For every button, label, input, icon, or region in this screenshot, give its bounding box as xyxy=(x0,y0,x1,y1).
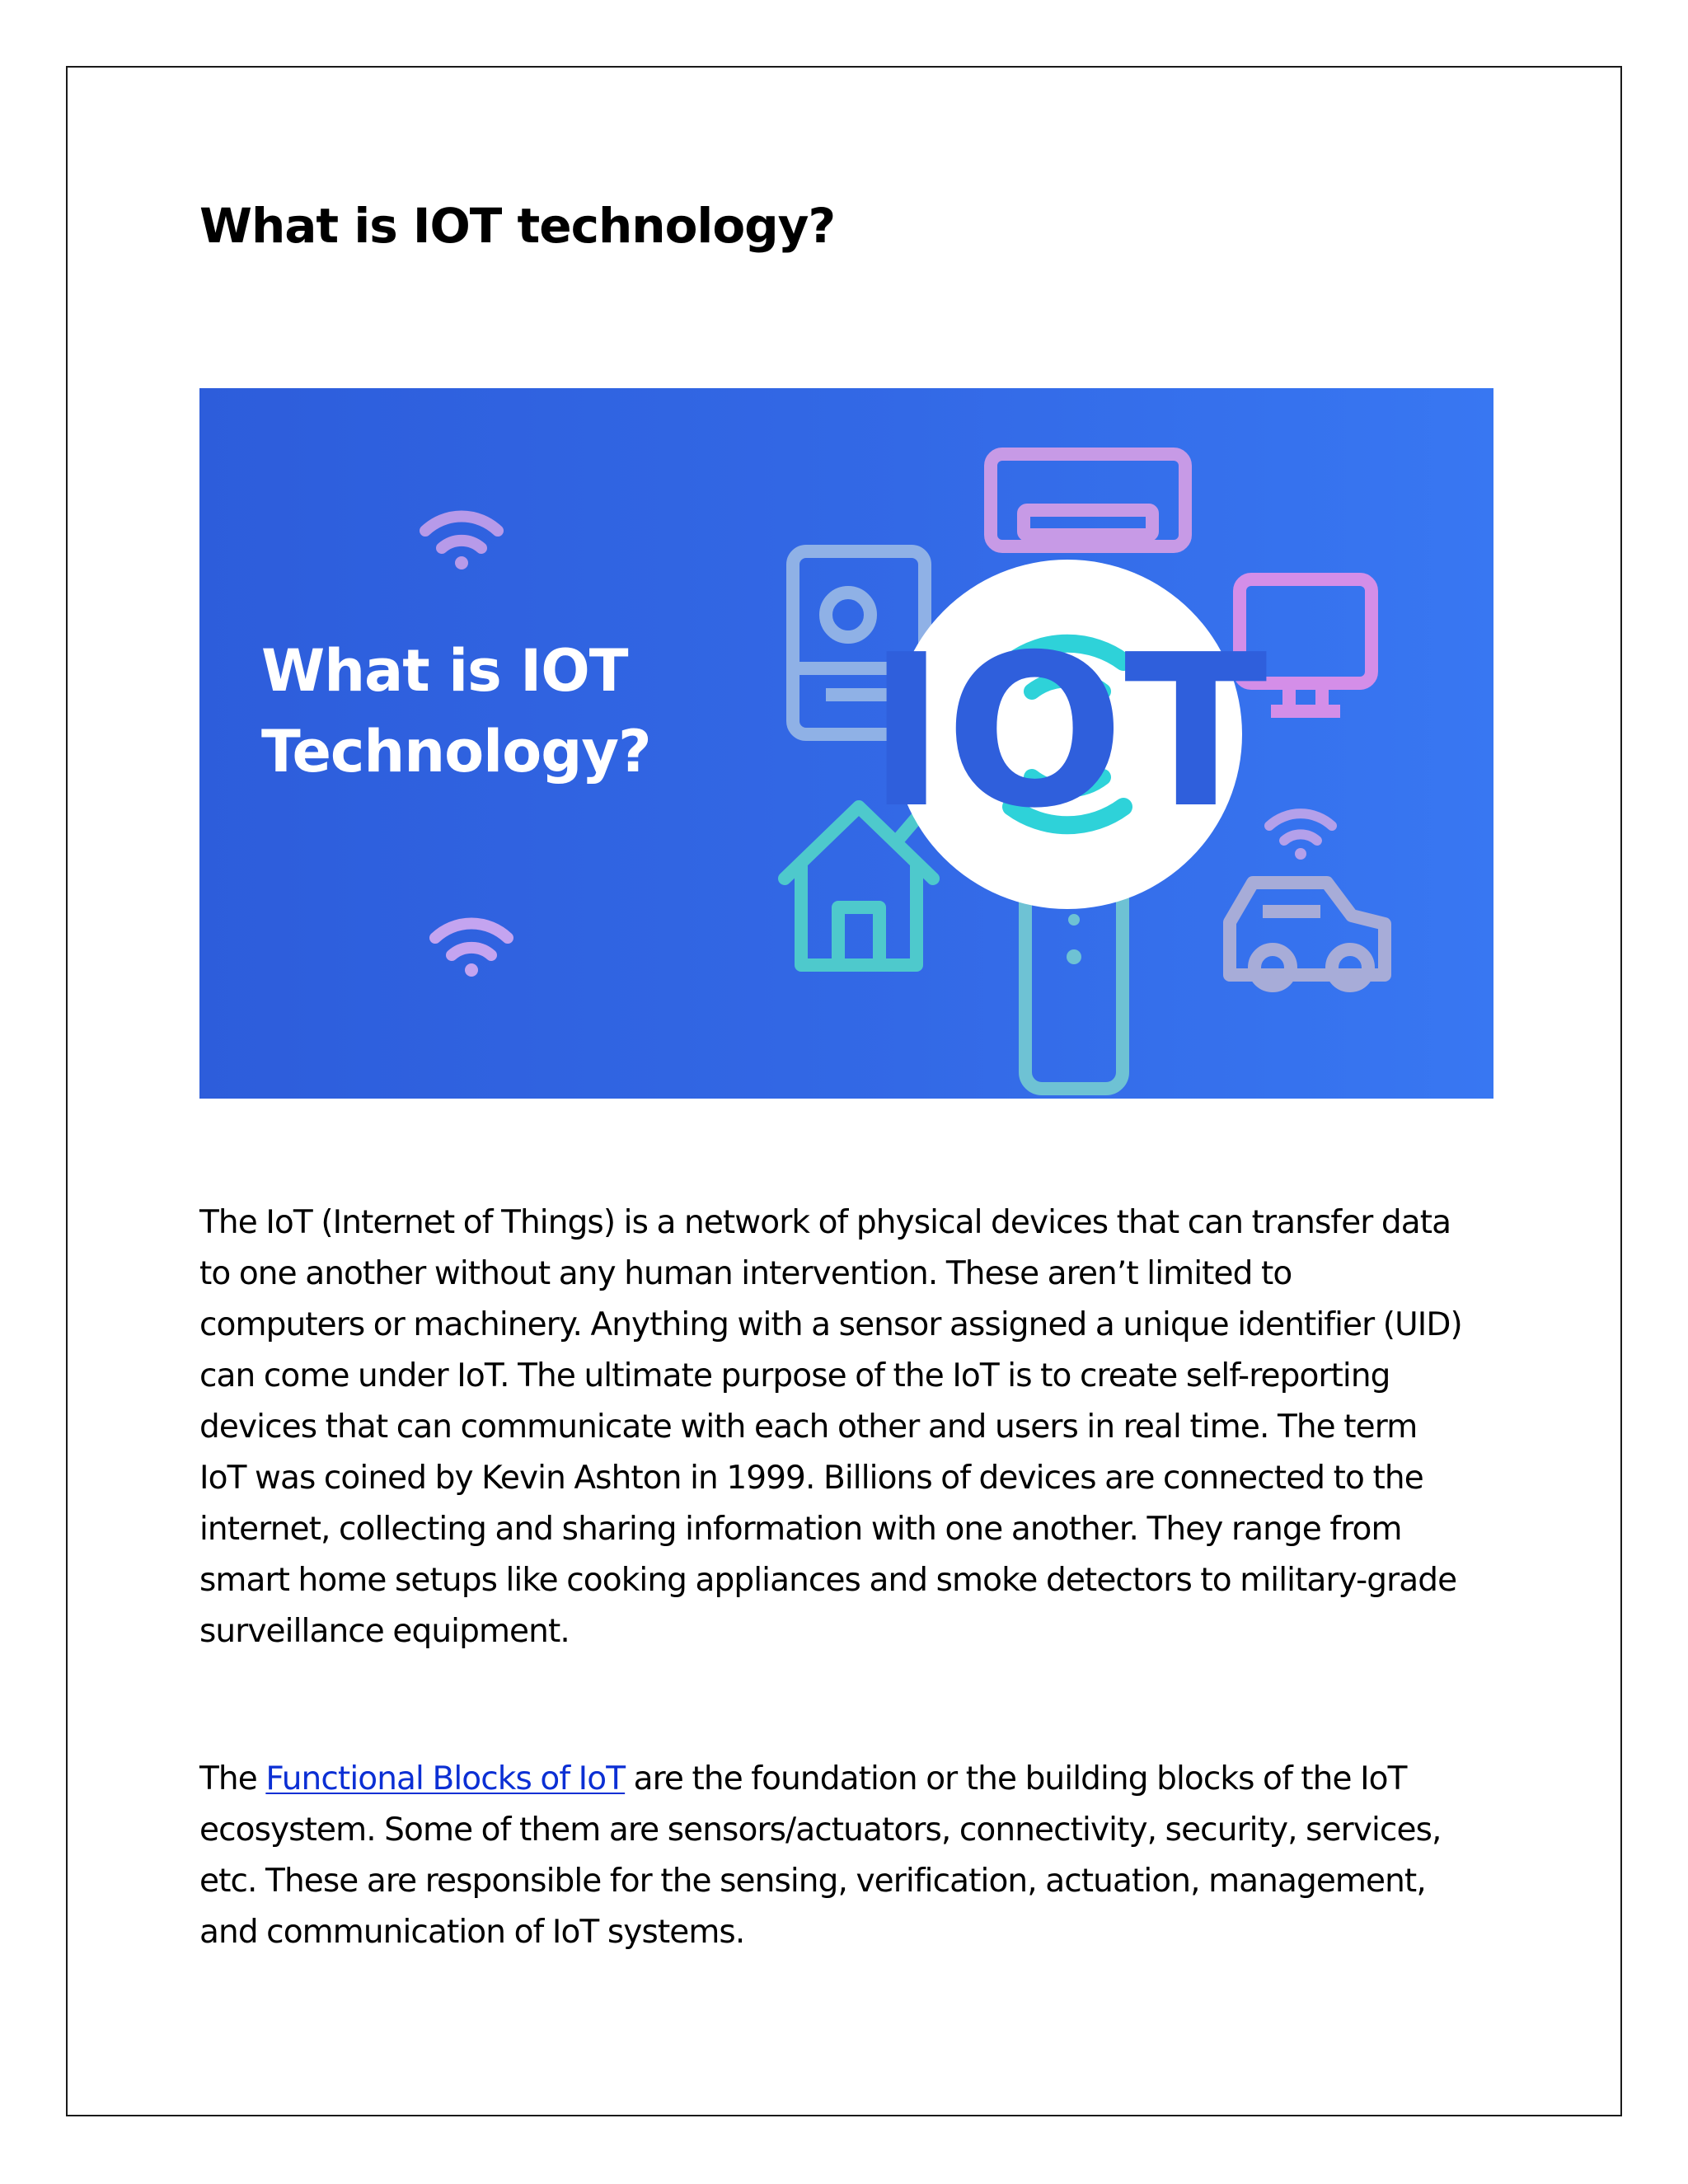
paragraph-line: to one another without any human intervention. These aren’t limited to xyxy=(199,1255,1292,1292)
paragraph-line: and communication of IoT systems. xyxy=(199,1914,745,1951)
paragraph-line: IoT was coined by Kevin Ashton in 1999. Billions of devices are connected to the xyxy=(199,1460,1423,1497)
hero-heading-line1: What is IOT xyxy=(261,637,628,705)
page-title: What is IOT technology? xyxy=(199,198,836,254)
paragraph-line: can come under IoT. The ultimate purpose of the IoT is to create self-reporting xyxy=(199,1357,1390,1394)
paragraph-iot-definition xyxy=(199,1197,1518,1657)
paragraph-functional-blocks xyxy=(199,1754,1518,1958)
paragraph-line: ecosystem. Some of them are sensors/actuators, connectivity, security, services, xyxy=(199,1811,1442,1849)
paragraph-line xyxy=(199,1754,1518,1805)
paragraph-line: devices that can communicate with each other and users in real time. The term xyxy=(199,1408,1418,1446)
paragraph-line: smart home setups like cooking appliances and smoke detectors to military-grade xyxy=(199,1562,1457,1599)
iot-logo-text: IOT xyxy=(867,610,1268,855)
paragraph-text: are the foundation or the building blocks of the IoT xyxy=(625,1760,1407,1797)
paragraph-line: surveillance equipment. xyxy=(199,1613,570,1650)
paragraph-line: etc. These are responsible for the sensing, verification, actuation, management, xyxy=(199,1863,1426,1900)
paragraph-line: computers or machinery. Anything with a sensor assigned a unique identifier (UID) xyxy=(199,1306,1462,1343)
functional-blocks-link[interactable]: Functional Blocks of IoT xyxy=(265,1760,626,1797)
hero-heading-line2: Technology? xyxy=(261,718,651,785)
paragraph-line: The IoT (Internet of Things) is a network of physical devices that can transfer data xyxy=(199,1204,1451,1241)
hero-image xyxy=(199,388,1493,1099)
paragraph-line: internet, collecting and sharing information with one another. They range from xyxy=(199,1511,1402,1548)
paragraph-text: The xyxy=(199,1760,266,1797)
